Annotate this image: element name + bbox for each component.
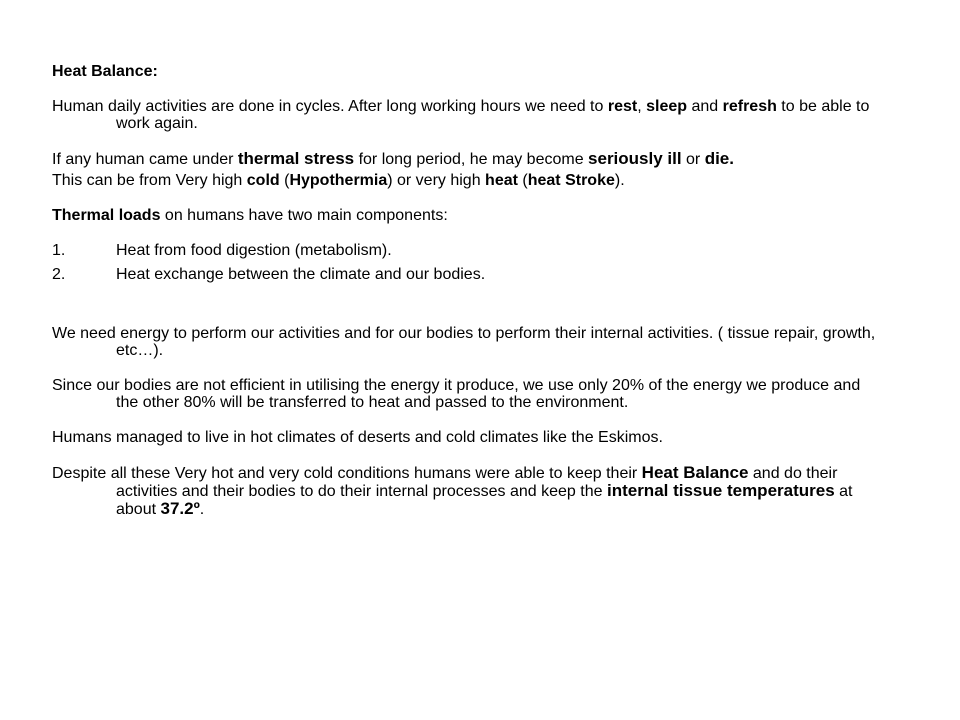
slide-title: Heat Balance: <box>52 63 158 80</box>
paragraph-thermal-loads <box>52 207 882 224</box>
text-run: Despite all these Very hot and very cold conditions humans were able to keep their <box>52 465 642 482</box>
emphasis-heat-balance: Heat Balance <box>641 463 749 482</box>
paragraph-daily-cycles <box>52 98 882 132</box>
text-run: and <box>687 98 723 115</box>
list-text: Heat from food digestion (metabolism). <box>116 242 392 259</box>
emphasis-thermal-loads: Thermal loads <box>52 207 161 224</box>
paragraph-heat-balance <box>52 464 882 518</box>
text-run: If any human came under <box>52 151 238 168</box>
emphasis-hypothermia: Hypothermia <box>289 172 388 189</box>
paragraph-thermal-stress <box>52 150 882 168</box>
text-run: for long period, he may become <box>354 151 589 168</box>
paragraph-energy: We need energy to perform our activities and for our bodies to perform their internal activities. ( tissue repair, growth, etc…). <box>52 325 876 359</box>
text-run: Human daily activities are done in cycles. After long working hours we need to <box>52 98 608 115</box>
emphasis-seriously-ill: seriously ill <box>588 149 682 168</box>
list-number: 1. <box>52 242 66 259</box>
paragraph-efficiency: Since our bodies are not efficient in utilising the energy it produce, we use only 20% of the energy we produce and the other 80% will be transferred to heat and passed to the environment. <box>52 377 861 411</box>
text-run: . <box>199 501 205 518</box>
emphasis-internal-tissue-temperatures: internal tissue temperatures <box>606 481 835 500</box>
paragraph-climates: Humans managed to live in hot climates of deserts and cold climates like the Eskimos. <box>52 429 663 446</box>
text-run: or <box>681 151 705 168</box>
list-number: 2. <box>52 266 66 283</box>
list-item <box>52 242 882 259</box>
text-run: ( <box>279 172 290 189</box>
slide-content <box>52 63 882 536</box>
text-run: ( <box>517 172 528 189</box>
emphasis-rest: rest <box>607 98 638 115</box>
text-run: , <box>637 98 647 115</box>
emphasis-temperature-value: 37.2º <box>160 499 200 518</box>
text-run: This can be from Very high <box>52 172 247 189</box>
emphasis-heat: heat <box>485 172 518 189</box>
text-run: ). <box>614 172 625 189</box>
spacer <box>52 283 882 325</box>
emphasis-die: die. <box>704 149 734 168</box>
text-run: on humans have two main components: <box>160 207 448 224</box>
components-list <box>52 242 882 283</box>
text-run: at about <box>116 483 853 518</box>
emphasis-cold: cold <box>246 172 280 189</box>
list-text: Heat exchange between the climate and our bodies. <box>116 266 486 283</box>
text-run: ) or very high <box>387 172 486 189</box>
emphasis-heat-stroke: heat Stroke <box>527 172 615 189</box>
text-run: and do their activities and their bodies to do their internal processes and keep the <box>116 465 838 500</box>
emphasis-refresh: refresh <box>722 98 777 115</box>
emphasis-sleep: sleep <box>646 98 688 115</box>
list-item <box>52 266 882 283</box>
text-run: to be able to work again. <box>116 98 870 132</box>
emphasis-thermal-stress: thermal stress <box>237 149 355 168</box>
paragraph-cold-heat <box>52 172 882 189</box>
